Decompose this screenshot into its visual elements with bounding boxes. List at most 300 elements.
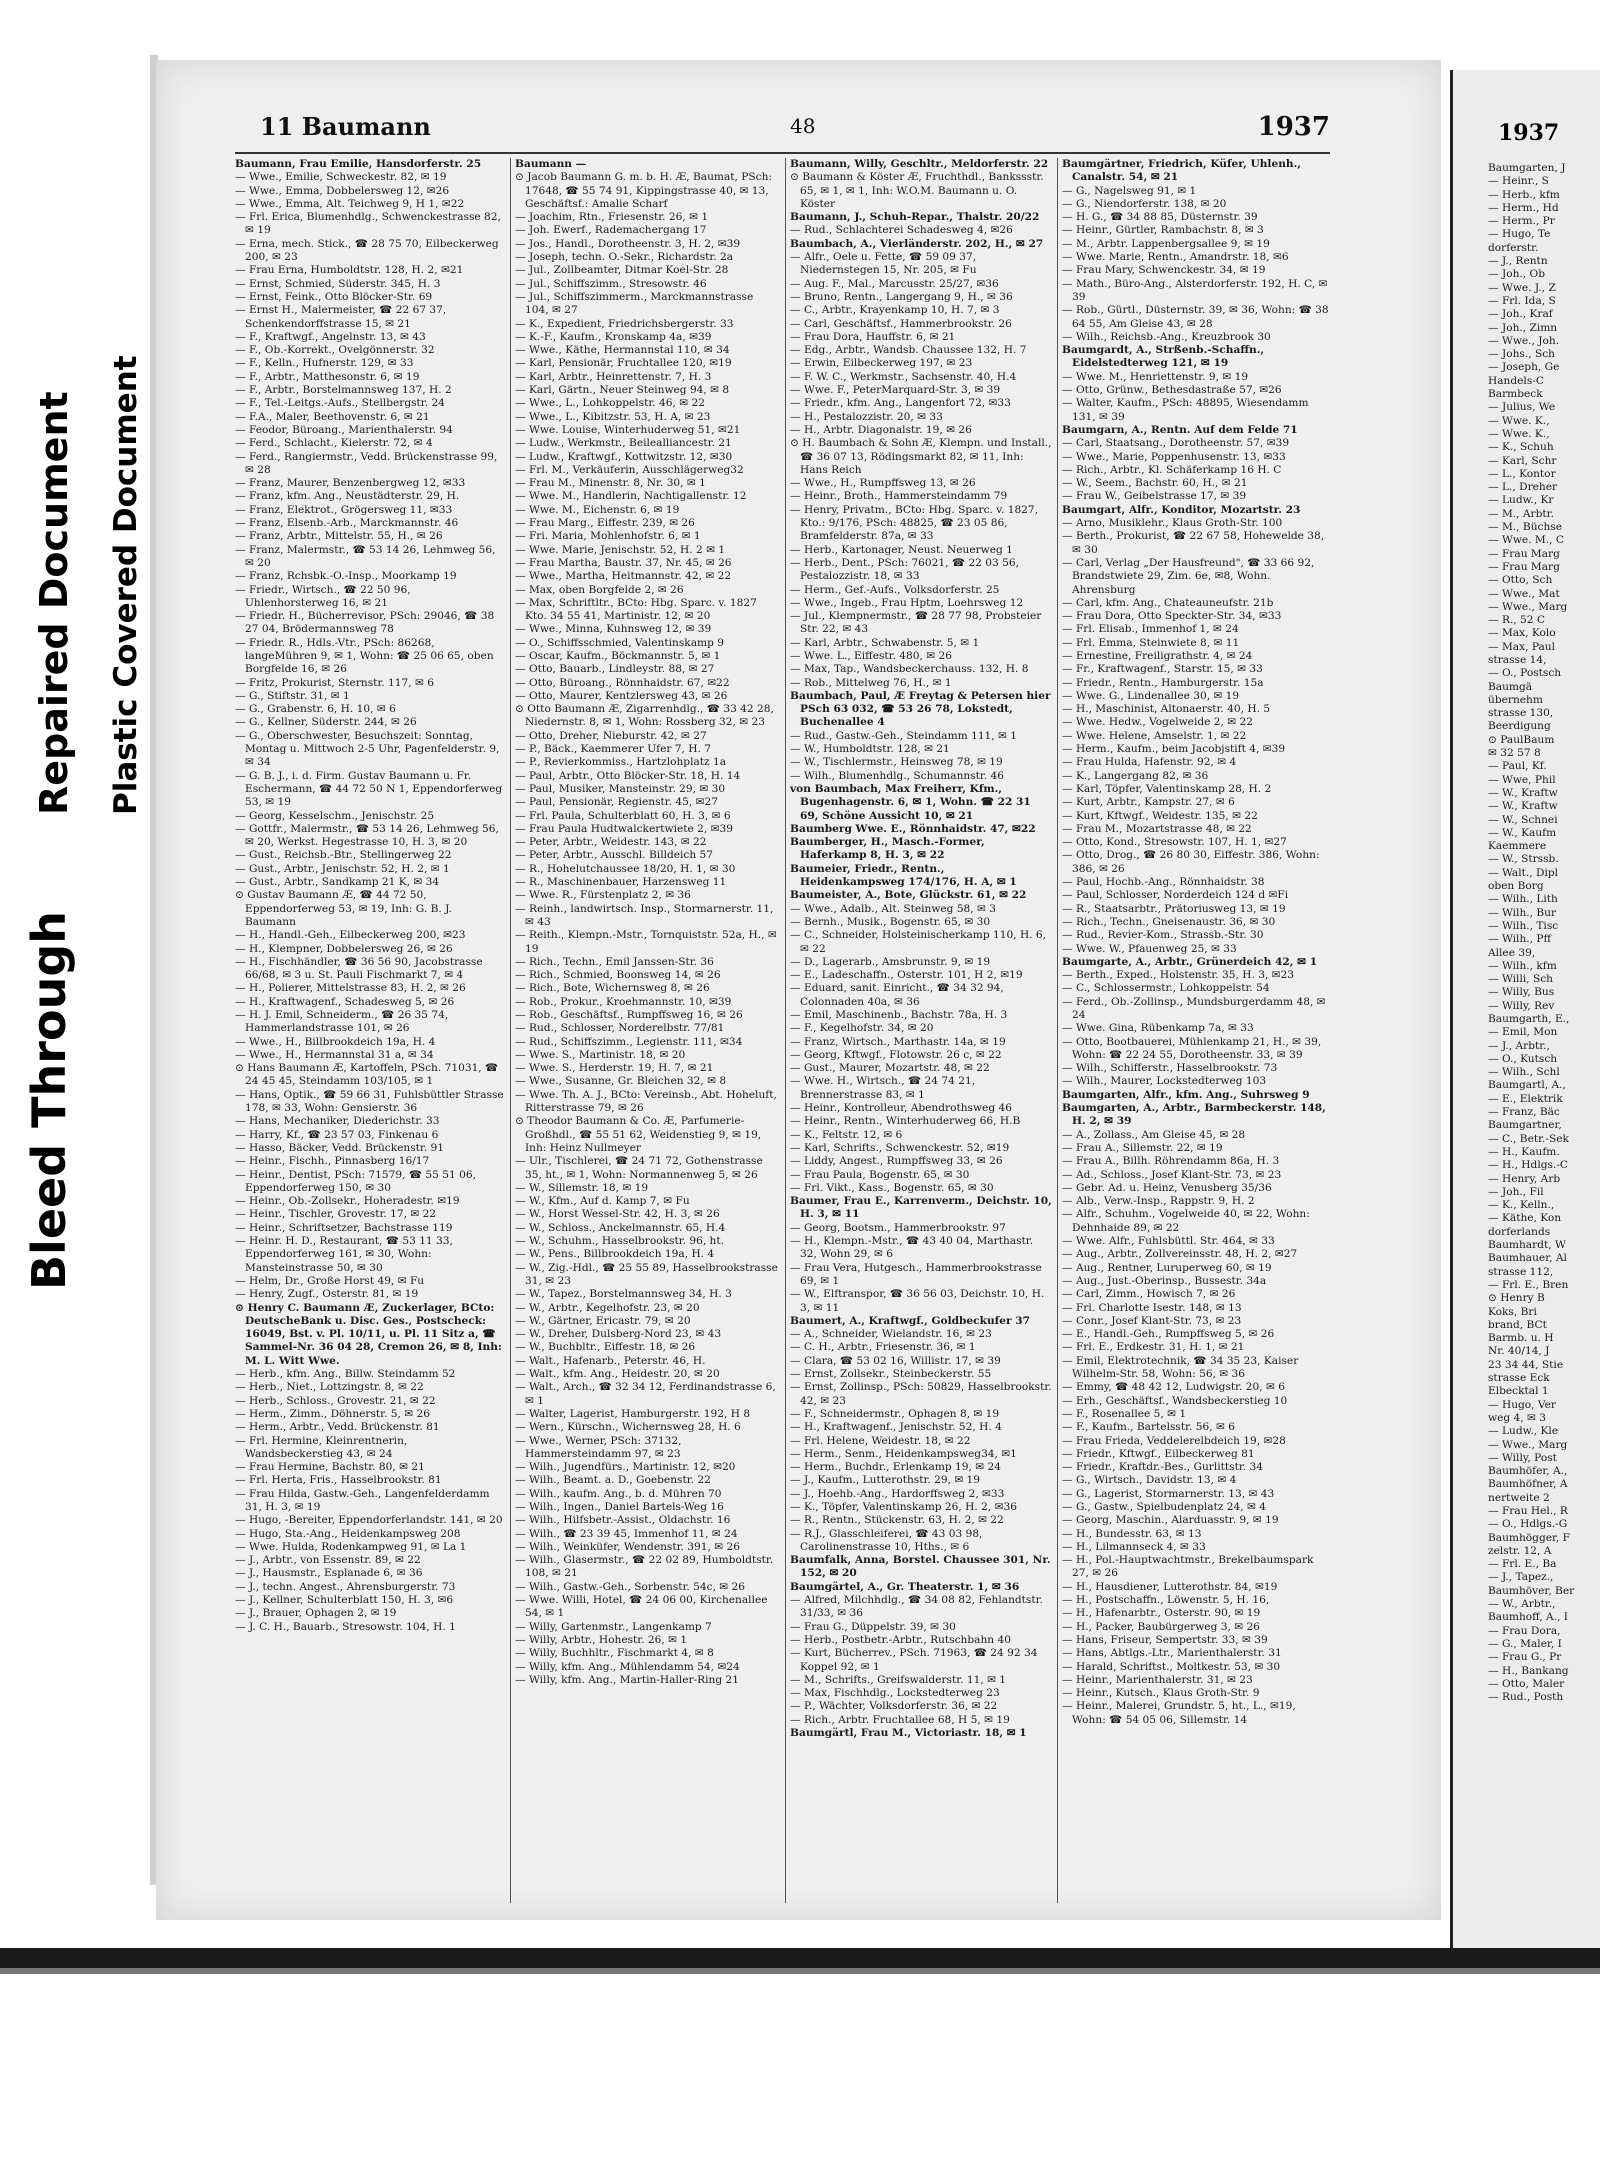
directory-entry: — G., Grabenstr. 6, H. 10, ✉ 6 [235,703,396,716]
directory-entry: — Herb., Kartonager, Neust. Neuerweg 1 [790,543,1013,556]
directory-entry: — Wilh., Schifferstr., Hasselbrookstr. 73 [1062,1062,1278,1075]
directory-entry: — G. B. J., i. d. Firm. Gustav Baumann u. Fr. Eschermann, ☎ 44 72 50 N 1, Eppendorferweg 53, ✉ 19 [235,769,503,809]
directory-entry: — Wwe., Emma, Dobbelersweg 12, ✉26 [235,184,450,197]
directory-entry: — Reith., Klempn.-Mstr., Tornquiststr. 52a, H., ✉ 19 [515,929,777,955]
directory-entry: — O., Schiffsschmied, Valentinskamp 9 [515,636,724,649]
directory-entry: — Ferd., Rangiermstr., Vedd. Brückenstrasse 99, ✉ 28 [235,450,498,476]
directory-entry: — J., Kellner, Schulterblatt 150, H. 3, ✉6 [235,1594,454,1607]
adjacent-page-line: — Wwe., Marg [1488,600,1568,613]
directory-entry: Baumann — [515,158,587,170]
adjacent-page-line: — M., Arbtr. [1488,507,1554,520]
directory-entry: — Wwe. S., Herderstr. 19, H. 7, ✉ 21 [515,1062,714,1075]
directory-entry: — Ernst H., Malermeister, ☎ 22 67 37, Schenkendorffstrasse 15, ✉ 21 [235,304,447,330]
directory-entry: — R., Hohelutchaussee 18/20, H. 1, ✉ 30 [515,862,736,875]
adjacent-page-line: — Joh., Fil [1488,1185,1544,1198]
directory-entry: — J., Arbtr., von Essenstr. 89, ✉ 22 [235,1554,421,1567]
adjacent-page-line: — Frl. Ida, S [1488,294,1556,307]
directory-entry: — Rob., Geschäftsf., Rumpffsweg 16, ✉ 26 [515,1009,743,1021]
directory-entry: — Hans, Abtlgs.-Ltr., Marienthalerstr. 31 [1062,1647,1282,1660]
header-running-title: 11 Baumann [260,112,431,141]
adjacent-page-line: Baumgarth, E., [1488,1013,1570,1025]
adjacent-page-line: — Wwe. M., C [1488,534,1564,547]
directory-entry: — Willy, kfm. Ang., Martin-Haller-Ring 21 [515,1673,739,1686]
directory-entry: — Carl, Geschäftsf., Hammerbrookstr. 26 [790,317,1012,330]
directory-entry: — Frl. Erica, Blumenhdlg., Schwenckestrasse 82, ✉ 19 [235,211,501,237]
directory-entry: — Rich., Schmied, Boonsweg 14, ✉ 26 [515,969,721,982]
adjacent-page-line: — Willy, Rev [1488,999,1555,1012]
directory-entry: — H. J. Emil, Schneiderm., ☎ 26 35 74, Hammerlandstrasse 101, ✉ 26 [235,1009,449,1035]
adjacent-page-line: — O., Postsch [1488,667,1562,680]
adjacent-page-line: Allee 39, [1488,946,1536,959]
directory-entry: — Wern., Kürschn., Wichernsweg 28, H. 6 [515,1421,741,1434]
directory-entry: — Frl. Emma, Steinwiete 8, ✉ 11 [1062,636,1240,649]
directory-entry: — Frl. Vikt., Kass., Bogenstr. 65, ✉ 30 [790,1181,994,1194]
directory-entry: — Herm., Senm., Heidenkampsweg34, ✉1 [790,1447,1017,1460]
adjacent-page-line: brand, BCt [1488,1318,1547,1331]
directory-entry: — Feodor, Büroang., Marienthalerstr. 94 [235,423,453,436]
directory-entry: — F., Kaufm., Bartelsstr. 56, ✉ 6 [1062,1421,1235,1434]
directory-entry: — Frau Frieda, Veddelerelbdeich 19, ✉28 [1062,1434,1286,1447]
directory-entry: — Frl. Elisab., Immenhof 1, ✉ 24 [1062,623,1239,636]
directory-entry: — Franz, Elektrot., Grögersweg 11, ✉33 [235,503,453,516]
directory-entry: — Erwin, Eilbeckerweg 197, ✉ 23 [790,357,973,370]
adjacent-page-line: Baumhoff, A., I [1488,1611,1568,1624]
directory-entry: — Frau M., Mozartstrasse 48, ✉ 22 [1062,822,1252,835]
directory-entry: — H., Lilmannseck 4, ✉ 33 [1062,1540,1206,1553]
directory-entry: — Wilh., ☎ 23 39 45, Immenhof 11, ✉ 24 [515,1527,738,1540]
header-year: 1937 [1257,112,1330,142]
adjacent-page-line: strasse 130, [1488,707,1554,720]
adjacent-page-line: — Joh., Zimn [1488,321,1558,334]
directory-entry: — Wwe. Alfr., Fuhlsbüttl. Str. 464, ✉ 33 [1062,1235,1275,1248]
adjacent-page-line: — J., Arbtr., [1488,1039,1550,1052]
directory-entry: — Frau Mary, Schwenckestr. 34, ✉ 19 [1062,264,1266,277]
directory-entry: — Fri. Maria, Mohlenhofstr. 6, ✉ 1 [515,530,701,543]
adjacent-page-line: dorferstr. [1488,241,1539,254]
adjacent-page-line: — Joh., Ob [1488,268,1545,281]
adjacent-page-line: — Frl. E., Ba [1488,1558,1557,1571]
directory-entry: Baumann, Frau Emilie, Hansdorferstr. 25 [235,158,482,170]
directory-entry: — Rob., Mittelweg 76, H., ✉ 1 [790,676,952,689]
directory-entry: — W., Arbtr., Kegelhofstr. 23, ✉ 20 [515,1301,700,1314]
directory-entry: — Heinr., Ob.-Zollsekr., Hoheradestr. ✉19 [235,1195,460,1208]
directory-entry: — Gust., Arbtr., Sandkamp 21 K, ✉ 34 [235,876,440,889]
directory-entry: — Friedr. R., Hdls.-Vtr., PSch: 86268, langeMühren 9, ✉ 1, Wohn: ☎ 25 06 65, oben Borgfelde 16, ✉ 26 [235,636,494,676]
adjacent-page-line: — Frau Hel., R [1488,1504,1568,1517]
directory-entry: — Bernh., Musik., Bogenstr. 65, ✉ 30 [790,915,991,928]
directory-entry: — Franz, Elsenb.-Arb., Marckmannstr. 46 [235,517,459,530]
directory-entry: — J., Hausmstr., Esplanade 6, ✉ 36 [235,1567,423,1580]
directory-entry: — Wilh., Gastw.-Geh., Sorbenstr. 54c, ✉ 26 [515,1580,746,1593]
directory-entry: — Ferd., Ob.-Zollinsp., Mundsburgerdamm 48, ✉ 24 [1062,995,1326,1021]
directory-entry: — Otto, Kond., Stresowstr. 107, H. 1, ✉27 [1062,836,1287,849]
directory-entry: — Aug. F., Mal., Marcusstr. 25/27, ✉36 [790,277,999,290]
directory-entry: — Max, Tap., Wandsbeckerchauss. 132, H. 8 [790,663,1029,676]
directory-entry: — H., Pol.-Hauptwachtmstr., Brekelbaumspark 27, ✉ 26 [1062,1554,1314,1580]
directory-entry: — Frau Martha, Baustr. 37, Nr. 45, ✉ 26 [515,556,732,569]
directory-entry: — Rich., Techn., Gneisenaustr. 36, ✉ 30 [1062,915,1276,928]
directory-entry: — Herm., Kaufm., beim Jacobjstift 4, ✉39 [1062,743,1286,756]
adjacent-page-line: strasse Eck [1488,1372,1550,1385]
directory-entry: — Rich., Arbtr., Kl. Schäferkamp 16 H. C [1062,463,1282,476]
adjacent-page-line: — Wilh., Bur [1488,906,1557,919]
directory-entry: — Wwe. M., Henriettenstr. 9, ✉ 19 [1062,370,1249,383]
adjacent-page-line: — Joseph, Ge [1488,361,1560,374]
adjacent-page-line: — J., Rentn [1488,255,1548,268]
adjacent-page-line: Kaemmere [1488,840,1547,853]
directory-entry: — Wwe. Helene, Amselstr. 1, ✉ 22 [1062,729,1247,742]
directory-entry: — W., Humboldtstr. 128, ✉ 21 [790,743,950,756]
directory-entry: — Rob., Gürtl., Düsternstr. 39, ✉ 36, Wohn: ☎ 38 64 55, Am Gleise 43, ✉ 28 [1062,304,1329,330]
adjacent-page-line: — Max, Paul [1488,640,1556,653]
directory-entry: — Gust., Arbtr., Jenischstr. 52, H. 2, ✉ 1 [235,862,450,875]
directory-entry: — Wwe., Ingeb., Frau Hptm, Loehrsweg 12 [790,596,1024,609]
adjacent-page-line: — Wilh., Lith [1488,893,1558,906]
directory-entry: — Alfred, Milchhdlg., ☎ 34 08 82, Fehlandtstr. 31/33, ✉ 36 [790,1594,1043,1620]
directory-entry: — W., Schuhm., Hasselbrookstr. 96, ht. [515,1235,725,1248]
directory-entry: — Wwe., Emilie, Schweckestr. 82, ✉ 19 [235,171,447,184]
directory-entry: — Franz, Malermstr., ☎ 53 14 26, Lehmweg 56, ✉ 20 [235,543,496,569]
adjacent-page-line: — Käthe, Kon [1488,1212,1562,1225]
directory-entry: — Wilh., Blumenhdlg., Schumannstr. 46 [790,769,1005,782]
directory-entry: ⊙ H. Baumbach & Sohn Æ, Klempn. und Install., ☎ 36 07 13, Rödingsmarkt 82, ✉ 11, Inh: Hans Reich [790,437,1052,476]
directory-entry: — Frl. Herta, Fris., Hasselbrookstr. 81 [235,1474,442,1487]
directory-entry: — R., Staatsarbtr., Prätoriusweg 13, ✉ 19 [1062,902,1286,915]
directory-entry: — Walt., kfm. Ang., Heidestr. 20, ✉ 20 [515,1368,720,1381]
adjacent-page-line: — W., Kraftw [1488,800,1558,813]
directory-entry: — Heinr., Marienthalerstr. 31, ✉ 23 [1062,1673,1253,1686]
adjacent-page-line: — Emil, Mon [1488,1026,1558,1039]
directory-entry: — W., Pens., Billbrookdeich 19a, H. 4 [515,1248,715,1261]
directory-entry: — Wwe., H., Hermannstal 31 a, ✉ 34 [235,1048,434,1061]
directory-entry: — Georg, Kftwgf., Flotowstr. 26 c, ✉ 22 [790,1048,1002,1061]
adjacent-page-line: Baumgartl, A., [1488,1079,1566,1092]
directory-entry: — W., Dreher, Dulsberg-Nord 23, ✉ 43 [515,1328,722,1341]
directory-entry: Baumgart, Alfr., Konditor, Mozartstr. 23 [1062,503,1301,516]
directory-entry: — Wilh., Maurer, Lockstedterweg 103 [1062,1075,1267,1088]
directory-entry: — Heinr., Kutsch., Klaus Groth-Str. 9 [1062,1687,1260,1700]
adjacent-page-line: — L., Kontor [1488,467,1556,480]
directory-entry: — Wwe. F., PeterMarquard-Str. 3, ✉ 39 [790,384,1001,397]
directory-entry: — Rud., Schiffszimm., Legienstr. 111, ✉34 [515,1035,743,1048]
directory-entry: — Ludw., Kraftwgf., Kottwitzstr. 12, ✉30 [515,450,733,463]
directory-entry: — C., Schlossermstr., Lohkoppelstr. 54 [1062,982,1270,995]
directory-entry: — Friedr., Rentn., Hamburgerstr. 15a [1062,676,1264,689]
adjacent-page-line: — Heinr., S [1488,175,1549,188]
directory-entry: Baumberger, H., Masch.-Former, Haferkamp 8, H. 3, ✉ 22 [790,836,985,862]
adjacent-page-line: — Wwe., Joh. [1488,334,1560,347]
adjacent-page-line: — Ludw., Kr [1488,494,1554,507]
adjacent-page-line: ✉ 32 57 8 [1488,747,1541,760]
directory-entry: — Paul, Hochb.-Ang., Rönnhaidstr. 38 [1062,876,1265,889]
adjacent-page-line: Baumhauer, Al [1488,1252,1567,1265]
directory-entry: — Conr., Josef Klant-Str. 73, ✉ 23 [1062,1314,1242,1327]
directory-entry: — Frau G., Düppelstr. 39, ✉ 30 [790,1620,956,1633]
adjacent-page-line: — H., Hdlgs.-C [1488,1159,1568,1172]
directory-entry: — Heinr. H. D., Restaurant, ☎ 53 11 33, Eppendorferweg 161, ✉ 30, Wohn: Mansteinstrasse 50, ✉ 30 [235,1235,453,1274]
adjacent-page-line: — Henry, Arb [1488,1172,1561,1185]
directory-entry: — F., Ob.-Korrekt., Ovelgönnerstr. 32 [235,344,435,357]
directory-entry: — K.-F., Kaufm., Kronskamp 4a, ✉39 [515,330,712,343]
directory-entry: — G., Oberschwester, Besuchszeit: Sonntag, Montag u. Mittwoch 2-5 Uhr, Pagenfelderstr. 9, ✉ 34 [235,729,500,769]
directory-entry: Baumgarn, A., Rentn. Auf dem Felde 71 [1062,423,1298,436]
column-4 [1062,158,1330,1903]
column-2 [515,158,780,1903]
adjacent-page-line: — Frau Dora, [1488,1624,1561,1637]
directory-entry: — G., Gastw., Spielbudenplatz 24, ✉ 4 [1062,1500,1266,1513]
directory-entry: — Paul, Arbtr., Otto Blöcker-Str. 18, H. 14 [515,769,741,782]
adjacent-page-line: oben Borg [1488,880,1544,893]
directory-entry: — Friedr., Kftwgf., Eilbeckerweg 81 [1062,1447,1255,1460]
directory-entry: — Walter, Lagerist, Hamburgerstr. 192, H 8 [515,1407,751,1420]
directory-entry: — Gebr. Ad. u. Heinz, Venusberg 35/36 [1062,1181,1272,1194]
directory-entry: — F., Rosenallee 5, ✉ 1 [1062,1407,1187,1420]
directory-entry: — Wwe. Louise, Winterhuderweg 51, ✉21 [515,423,741,436]
adjacent-page-year: 1937 [1498,120,1560,146]
directory-entry: — Wilh., kaufm. Ang., b. d. Mühren 70 [515,1487,722,1500]
directory-entry: Baumgardt, A., Strßenb.-Schaffn., Eidelstedterweg 121, ✉ 19 [1062,344,1265,370]
directory-entry: — Gust., Reichsb.-Btr., Stellingerweg 22 [235,849,452,862]
directory-entry: Baumbach, Paul, Æ Freytag & Petersen hier PSch 63 032, ☎ 53 26 78, Lokstedt, Buchenallee 4 [790,689,1051,729]
directory-entry: ⊙ Gustav Baumann Æ, ☎ 44 72 50, Eppendorferweg 53, ✉ 19, Inh: G. B. J. Baumann [235,889,452,928]
directory-entry: — Ludw., Werkmstr., Beilealliancestr. 21 [515,437,732,450]
directory-entry: — Arno, Musiklehr., Klaus Groth-Str. 100 [1062,517,1283,530]
directory-entry: — Harald, Schriftst., Moltkestr. 53, ✉ 30 [1062,1660,1281,1673]
directory-entry: — Liddy, Angest., Rumpffsweg 33, ✉ 26 [790,1155,1003,1168]
directory-entry: — Walt., Arch., ☎ 32 34 12, Ferdinandstrasse 6, ✉ 1 [515,1381,776,1407]
directory-entry: — Friedr., kfm. Ang., Langenfort 72, ✉33 [790,397,1011,410]
directory-entry: — Friedr., Wirtsch., ☎ 22 50 96, Uhlenhorsterweg 16, ✉ 21 [235,583,411,609]
directory-entry: — H., Pestalozzistr. 20, ✉ 33 [790,410,943,423]
directory-entry: — Alb., Verw.-Insp., Rappstr. 9, H. 2 [1062,1195,1255,1208]
directory-entry: Baumann, Willy, Geschltr., Meldorferstr. 22 [790,158,1049,170]
adjacent-page-line: — Wwe, Phil [1488,773,1556,786]
directory-entry: — Frl. Paula, Schulterblatt 60, H. 3, ✉ 6 [515,809,731,822]
directory-entry: — Peter, Arbtr., Ausschl. Billdeich 57 [515,849,714,862]
directory-entry: — Otto, Bauarb., Lindleystr. 88, ✉ 27 [515,663,715,676]
directory-entry: — R.J., Glasschleiferei, ☎ 43 03 98, Carolinenstrasse 10, Hths., ✉ 6 [790,1527,983,1553]
header-page-number: 48 [790,114,816,138]
directory-entry: — Paul, Musiker, Mansteinstr. 29, ✉ 30 [515,782,726,795]
directory-entry: Baumer, Frau E., Karrenverm., Deichstr. 10, H. 3, ✉ 11 [790,1195,1052,1221]
directory-entry: — Frau Hulda, Hafenstr. 92, ✉ 4 [1062,756,1237,769]
directory-entry: von Baumbach, Max Freiherr, Kfm., Bugenhagenstr. 6, ✉ 1, Wohn. ☎ 22 31 69, Schöne Aussicht 10, ✉ 21 [790,782,1031,822]
adjacent-page-line: — Johs., Sch [1488,348,1555,361]
adjacent-page-line: — Wilh., Schl [1488,1066,1560,1079]
directory-entry: — Max, oben Borgfelde 2, ✉ 26 [515,583,684,596]
directory-entry: — F., Arbtr., Borstelmannsweg 137, H. 2 [235,384,452,397]
adjacent-page-line: — Frau Marg [1488,547,1560,560]
directory-entry: — Carl, Zimm., Howisch 7, ✉ 26 [1062,1288,1236,1301]
adjacent-page-line: — Joh., Kraf [1488,308,1553,321]
adjacent-page-line: Baumhöfner, A [1488,1478,1568,1491]
directory-entry: — Fr., Kraftwagenf., Starstr. 15, ✉ 33 [1062,663,1263,676]
directory-entry: ⊙ Henry C. Baumann Æ, Zuckerlager, BCto: DeutscheBank u. Disc. Ges., Postscheck: 16049, Bst. v. Pl. 10/11, u. Pl. 11 Sitz a, ☎ Sammel-Nr. 36 04 28, Cremon 26, ✉ 8, Inh: M. L. Witt Wwe. [235,1301,502,1367]
adjacent-page-line: Baumgä [1488,680,1533,693]
adjacent-page-line: weg 4, ✉ 3 [1488,1411,1546,1424]
directory-entry: — G., Stiftstr. 31, ✉ 1 [235,689,350,702]
directory-entry: — Heinr., Dentist, PSch: 71579, ☎ 55 51 06, Eppendorferweg 150, ✉ 30 [235,1168,476,1194]
directory-entry: — Frau Dora, Otto Speckter-Str. 34, ✉33 [1062,610,1282,623]
adjacent-page-line: Barmb. u. H [1488,1332,1554,1345]
directory-entry: — H., Kraftwagenf., Schadesweg 5, ✉ 26 [235,995,455,1008]
directory-entry: — J., Brauer, Ophagen 2, ✉ 19 [235,1607,397,1620]
adjacent-page-line: — W., Schnei [1488,813,1558,826]
directory-entry: — Wwe. L., Eiffestr. 480, ✉ 26 [790,649,952,662]
directory-entry: — Frau A., Billh. Röhrendamm 86a, H. 3 [1062,1155,1280,1168]
directory-entry: — Karl, Pensionär, Fruchtallee 120, ✉19 [515,357,732,370]
adjacent-page-line: — R., 52 C [1488,614,1545,627]
directory-entry: — G., Kellner, Süderstr. 244, ✉ 26 [235,716,417,729]
column-1 [235,158,505,1903]
directory-entry: — E., Ladeschaffn., Osterstr. 101, H 2, ✉19 [790,969,1023,982]
directory-entry: ⊙ Hans Baumann Æ, Kartoffeln, PSch. 71031, ☎ 24 45 45, Steindamm 103/105, ✉ 1 [235,1062,499,1088]
directory-entry: — H., Maschinist, Altonaerstr. 40, H. 5 [1062,703,1271,716]
directory-entry: — Reinh., landwirtsch. Insp., Stormarnerstr. 11, ✉ 43 [515,902,774,928]
directory-entry: — Max, Schriftltr., BCto: Hbg. Sparc. v. 1827 Kto. 34 55 41, Martinistr. 12, ✉ 20 [515,596,757,623]
directory-entry: — Wwe. Hulda, Rodenkampweg 91, ✉ La 1 [235,1540,467,1553]
adjacent-page-line: — Frau Marg [1488,560,1560,573]
adjacent-page-line: — W., Kaufm [1488,826,1557,839]
directory-entry: — F., Kegelhofstr. 34, ✉ 20 [790,1022,934,1035]
directory-entry: — Otto, Büroang., Rönnhaidstr. 67, ✉22 [515,676,730,689]
directory-entry: — Carl, Verlag „Der Hausfreund", ☎ 33 66 92, Brandstwiete 29, Zim. 6e, ✉8, Wohn. Ahrensburg [1062,556,1315,596]
directory-entry: — Wwe. S., Martinistr. 18, ✉ 20 [515,1048,686,1061]
column-divider [785,158,786,1903]
directory-entry: — Wwe., Werner, PSch: 37132, Hammersteindamm 97, ✉ 23 [515,1434,682,1460]
directory-entry: — Otto, Drog., ☎ 26 80 30, Eiffestr. 386, Wohn: 386, ✉ 26 [1062,849,1320,875]
directory-entry: — G., Lagerist, Stormarnerstr. 13, ✉ 43 [1062,1487,1275,1500]
directory-entry: — Georg, Kesselschm., Jenischstr. 25 [235,809,435,822]
directory-entry: — Walt., Hafenarb., Peterstr. 46, H. [515,1354,706,1367]
directory-entry: — J., Kaufm., Lutterothstr. 29, ✉ 19 [790,1474,981,1487]
directory-entry: — Wwe., Emma, Alt. Teichweg 9, H 1, ✉22 [235,197,465,210]
directory-entry: — H., Handl.-Geh., Eilbeckerweg 200, ✉23 [235,929,466,942]
directory-entry: — Herm., Buchdr., Erlenkamp 19, ✉ 24 [790,1461,1001,1474]
directory-entry: — Wwe., Adalb., Alt. Steinweg 58, ✉ 3 [790,902,997,915]
directory-entry: — Eduard, sanit. Einricht., ☎ 34 32 94, Colonnaden 40a, ✉ 36 [790,982,1004,1008]
directory-entry: — Frau M., Minenstr. 8, Nr. 30, ✉ 1 [515,477,706,490]
directory-entry: — Walter, Kaufm., PSch: 48895, Wiesendamm 131, ✉ 39 [1062,397,1309,423]
adjacent-page-line: Baumhöfer, A., [1488,1465,1568,1478]
directory-entry: — W., Tapez., Borstelmannsweg 34, H. 3 [515,1288,732,1301]
adjacent-page-line: — Willy, Bus [1488,986,1555,999]
adjacent-page-line: dorferlands [1488,1225,1551,1238]
adjacent-page-line: — M., Büchse [1488,521,1562,534]
adjacent-page-line: strasse 14, [1488,653,1547,666]
directory-entry: — Emil, Maschinenb., Bachstr. 78a, H. 3 [790,1009,1008,1021]
directory-entry: — Wwe. M., Handlerin, Nachtigallenstr. 12 [515,490,747,503]
directory-entry: Baumgarten, A., Arbtr., Barmbeckerstr. 148, H. 2, ✉ 39 [1062,1102,1326,1128]
directory-entry: — G., Nagelsweg 91, ✉ 1 [1062,184,1197,197]
directory-entry: — Kurt, Arbtr., Kampstr. 27, ✉ 6 [1062,796,1235,809]
directory-entry: — Friedr., Kraftdr.-Bes., Gurlittstr. 34 [1062,1461,1263,1474]
directory-entry: — Wwe. M., Eichenstr. 6, ✉ 19 [515,503,680,516]
adjacent-page-line: — Willy, Post [1488,1451,1557,1464]
directory-entry: — W., Zig.-Hdl., ☎ 25 55 89, Hasselbrookstrasse 31, ✉ 23 [515,1261,778,1287]
directory-entry: — Henry, Zugf., Osterstr. 81, ✉ 19 [235,1288,419,1301]
directory-entry: Baumert, A., Kraftwgf., Goldbeckufer 37 [790,1314,1030,1327]
adjacent-page-line: strasse 112, [1488,1265,1554,1278]
directory-entry: — Wwe. R., Fürstenplatz 2, ✉ 36 [515,889,691,902]
adjacent-page-line: — Willi, Sch [1488,973,1553,986]
directory-entry: — Frau W., Geibelstrasse 17, ✉ 39 [1062,490,1247,503]
directory-entry: — F., Schneidermstr., Ophagen 8, ✉ 19 [790,1407,1000,1420]
directory-entry: — Herm., Gef.-Aufs., Volksdorferstr. 25 [790,583,1000,596]
directory-entry: Baumfalk, Anna, Borstel. Chaussee 301, Nr. 152, ✉ 20 [790,1554,1051,1580]
directory-entry: — Wwe., H., Rumpffsweg 13, ✉ 26 [790,477,976,490]
directory-entry: — Rich., Arbtr. Fruchtallee 68, H 5, ✉ 19 [790,1713,1010,1726]
directory-entry: — Wwe. Hedw., Vogelweide 2, ✉ 22 [1062,716,1253,729]
adjacent-page-line: — W., Strssb. [1488,853,1559,866]
adjacent-page-line: — H., Bankang [1488,1664,1569,1677]
directory-entry: — Ernst, Zollsekr., Steinbeckerstr. 55 [790,1368,992,1381]
directory-entry: — Franz, Maurer, Benzenbergweg 12, ✉33 [235,477,466,490]
directory-entry: — Herm., Zimm., Döhnerstr. 5, ✉ 26 [235,1407,431,1420]
directory-columns [235,158,1330,1903]
adjacent-page-line: — G., Maler, I [1488,1637,1562,1650]
directory-entry: — Helm, Dr., Große Horst 49, ✉ Fu [235,1274,425,1287]
directory-entry: — Wwe., Marie, Poppenhusenstr. 13, ✉33 [1062,450,1286,463]
directory-entry: — Ernestine, Freiligrathstr. 4, ✉ 24 [1062,649,1253,662]
adjacent-page-line: — Franz, Bäc [1488,1106,1560,1119]
directory-entry: Baumeister, A., Bote, Glückstr. 61, ✉ 22 [790,889,1027,902]
directory-entry: — A., Zollass., Am Gleise 45, ✉ 28 [1062,1128,1246,1141]
directory-entry: — J., Hoehb.-Ang., Hardorffsweg 2, ✉33 [790,1487,1005,1500]
directory-entry: — J. C. H., Bauarb., Stresowstr. 104, H. 1 [235,1620,456,1633]
directory-entry: — Wwe. G., Lindenallee 30, ✉ 19 [1062,689,1240,702]
directory-entry: — Harry, Kf., ☎ 23 57 03, Finkenau 6 [235,1128,439,1141]
directory-entry: — F., Arbtr., Matthesonstr. 6, ✉ 19 [235,370,420,383]
directory-entry: — E., Handl.-Geh., Rumpffsweg 5, ✉ 26 [1062,1328,1275,1341]
directory-entry: — Berth., Prokurist, ☎ 22 67 58, Hohewelde 38, ✉ 30 [1062,530,1325,556]
directory-entry: — Herb., Postbetr.-Arbtr., Rutschbahn 40 [790,1633,1011,1646]
adjacent-page-line: — H., Kaufm. [1488,1145,1560,1158]
directory-entry: — W., Horst Wessel-Str. 42, H. 3, ✉ 26 [515,1208,720,1221]
adjacent-page-line: — J., Tapez., [1488,1571,1554,1584]
directory-entry: — Aug., Rentner, Luruperweg 60, ✉ 19 [1062,1261,1272,1274]
header-rule [235,152,1330,154]
directory-entry: — Herb., Niet., Lottzingstr. 8, ✉ 22 [235,1381,424,1394]
directory-entry: — Emil, Elektrotechnik, ☎ 34 35 23, Kaiser Wilhelm-Str. 58, Wohn: 56, ✉ 36 [1062,1354,1299,1381]
directory-entry: — J., techn. Angest., Ahrensburgerstr. 73 [235,1580,456,1593]
directory-entry: — R., Maschinenbauer, Harzensweg 11 [515,876,727,889]
directory-entry: — Heinr., Schriftsetzer, Bachstrasse 119 [235,1221,453,1234]
adjacent-page-line: Koks, Bri [1488,1305,1537,1318]
bleed-through-label: Bleed Through [22,910,76,1290]
directory-entry: — Wilh., Hilfsbetr.-Assist., Oldachstr. 16 [515,1514,731,1527]
directory-entry: — G., Wirtsch., Davidstr. 13, ✉ 4 [1062,1474,1237,1487]
directory-entry: — Carl, kfm. Ang., Chateauneufstr. 21b [1062,596,1274,609]
directory-entry: — W., Gärtner, Ericastr. 79, ✉ 20 [515,1314,691,1327]
scanner-bottom-edge [0,1948,1600,1968]
directory-entry: — Wilh., Beamt. a. D., Goebenstr. 22 [515,1474,711,1487]
directory-entry: — Wwe., Minna, Kuhnsweg 12, ✉ 39 [515,623,712,636]
directory-entry: Baumann, J., Schuh-Repar., Thalstr. 20/22 [790,211,1040,224]
adjacent-page-line: Barmbeck [1488,388,1543,401]
directory-entry: — Heinr., Gürtler, Rambachstr. 8, ✉ 3 [1062,224,1264,237]
adjacent-page-line: — W., Arbtr., [1488,1598,1556,1611]
directory-entry: — Clara, ☎ 53 02 16, Willistr. 17, ✉ 39 [790,1354,1001,1367]
directory-entry: — Herm., Arbtr., Vedd. Brückenstr. 81 [235,1421,440,1434]
directory-entry: — Wwe., L., Kibitzstr. 53, H. A, ✉ 23 [515,410,711,423]
adjacent-page-line: — K., Kelln., [1488,1199,1555,1212]
directory-entry: — Max, Fischhdlg., Lockstedterweg 23 [790,1687,1000,1700]
directory-entry: — Rob., Prokur., Kroehmannstr. 10, ✉39 [515,995,732,1008]
directory-entry: — F.A., Maler, Beethovenstr. 6, ✉ 21 [235,410,430,423]
directory-entry: — Frl. Charlotte Isestr. 148, ✉ 13 [1062,1301,1242,1314]
directory-entry: — Georg, Maschin., Alarduasstr. 9, ✉ 19 [1062,1514,1279,1527]
